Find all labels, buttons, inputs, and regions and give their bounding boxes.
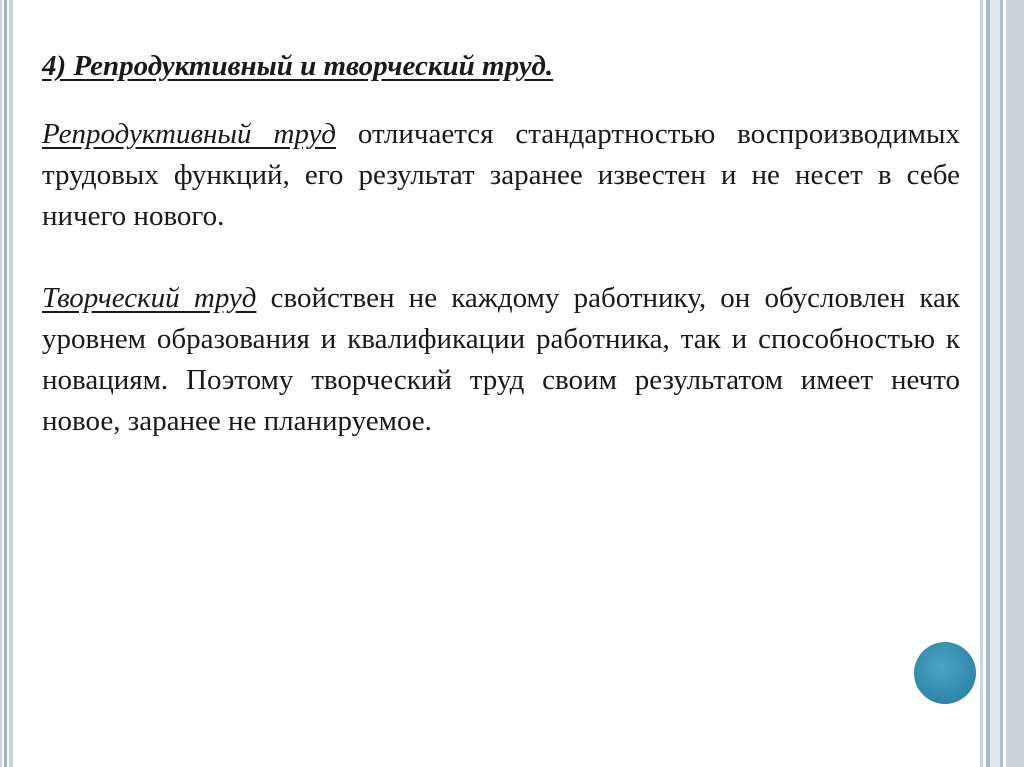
slide-left-border bbox=[0, 0, 14, 767]
slide-content bbox=[42, 48, 960, 483]
term-reproductive: Репродуктивный труд bbox=[42, 117, 336, 150]
term-creative: Творческий труд bbox=[42, 281, 257, 314]
paragraph-reproductive bbox=[42, 114, 960, 237]
slide-right-border bbox=[978, 0, 1024, 767]
paragraph-reproductive-text: отличается стандартностью воспроизводимых трудовых функций, его результат заранее известен и не несет в себе ничего нового. bbox=[42, 117, 960, 232]
decorative-circle-icon bbox=[914, 642, 976, 704]
paragraph-creative-text: свойствен не каждому работнику, он обусловлен как уровнем образования и квалификации работника, так и способностью к новациям. Поэтому творческий труд своим результатом имеет нечто новое, заранее не планируемое. bbox=[42, 281, 960, 437]
slide-title: 4) Репродуктивный и творческий труд. bbox=[42, 50, 554, 82]
paragraph-creative bbox=[42, 278, 960, 442]
